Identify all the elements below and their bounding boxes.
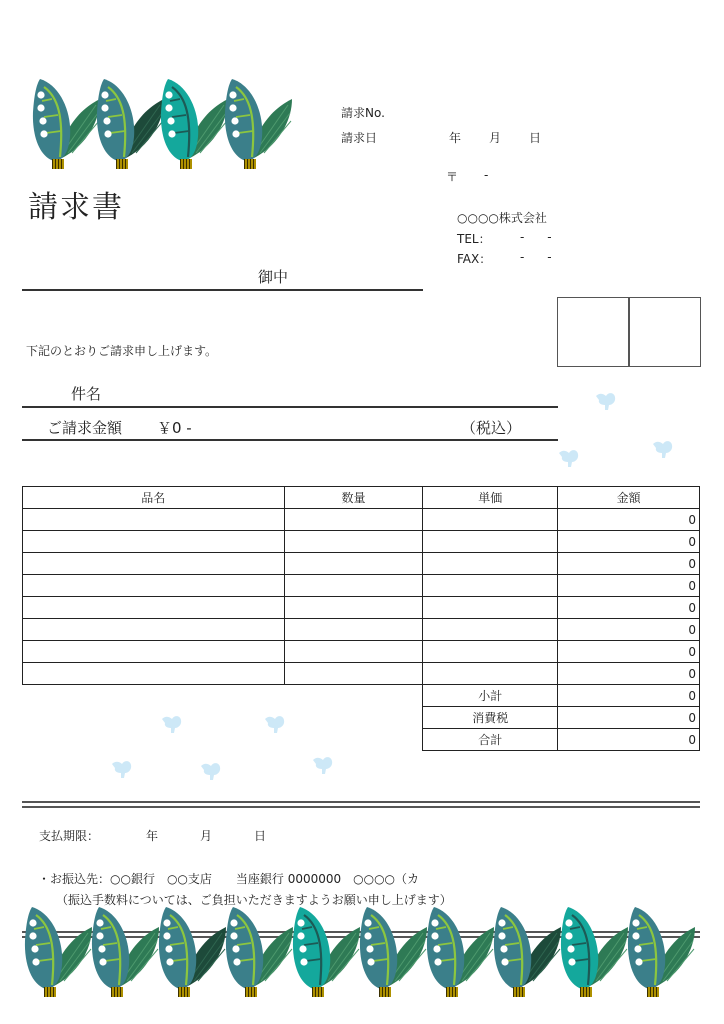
postal-mark: 〒: [446, 170, 459, 184]
blank-cell: [23, 729, 423, 751]
unit-price-cell[interactable]: [423, 663, 558, 685]
table-row: [23, 509, 700, 531]
item-name-cell[interactable]: [23, 575, 285, 597]
transfer-fee-note: （振込手数料については、ご負担いただきますようお願い申し上げます）: [56, 893, 452, 907]
tax-row: [23, 707, 700, 729]
table-row: [23, 553, 700, 575]
unit-price-cell[interactable]: [423, 575, 558, 597]
invoice-date-day: 日: [529, 131, 542, 145]
table-row: [23, 575, 700, 597]
amount-label: ご請求金額: [47, 419, 123, 437]
company-fax-label: FAX：: [457, 252, 492, 266]
unit-price-cell[interactable]: [423, 619, 558, 641]
subtotal-value: 0: [558, 685, 700, 707]
subtotal-row: [23, 685, 700, 707]
company-tel-label: TEL：: [457, 232, 491, 246]
item-name-cell[interactable]: [23, 663, 285, 685]
item-name-cell[interactable]: [23, 509, 285, 531]
amount-cell: 0: [558, 575, 700, 597]
amount-cell: 0: [558, 619, 700, 641]
blank-cell: [23, 707, 423, 729]
recipient-suffix: 御中: [258, 268, 289, 286]
quantity-cell[interactable]: [284, 641, 423, 663]
company-name: ○○○○株式会社: [457, 211, 547, 225]
item-name-cell[interactable]: [23, 641, 285, 663]
quantity-cell[interactable]: [284, 663, 423, 685]
total-label: 合計: [423, 729, 558, 751]
invoice-date-year: 年: [449, 131, 462, 145]
table-header-row: [23, 487, 700, 509]
amount-value: ￥0 -: [157, 419, 192, 437]
invoice-date-label: 請求日: [341, 131, 378, 145]
header-quantity: 数量: [284, 487, 423, 509]
unit-price-cell[interactable]: [423, 641, 558, 663]
tax-included-note: （税込）: [461, 419, 522, 437]
total-row: [23, 729, 700, 751]
blank-cell: [23, 685, 423, 707]
due-date-month: 月: [200, 829, 213, 843]
invoice-number-label: 請求No.: [341, 106, 385, 120]
item-name-cell[interactable]: [23, 553, 285, 575]
item-name-cell[interactable]: [23, 531, 285, 553]
lily-decoration-footer: [22, 905, 712, 1004]
document-title: 請求書: [28, 190, 124, 225]
table-row: [23, 641, 700, 663]
company-fax-value: - -: [520, 250, 552, 264]
subject-label: 件名: [71, 385, 102, 403]
invoice-date-month: 月: [489, 131, 502, 145]
items-table: [22, 486, 700, 751]
amount-cell: 0: [558, 641, 700, 663]
double-divider: [22, 801, 700, 808]
tax-label: 消費税: [423, 707, 558, 729]
quantity-cell[interactable]: [284, 531, 423, 553]
subtotal-label: 小計: [423, 685, 558, 707]
amount-cell: 0: [558, 553, 700, 575]
amount-cell: 0: [558, 597, 700, 619]
unit-price-cell[interactable]: [423, 553, 558, 575]
postal-separator: -: [484, 168, 489, 182]
total-value: 0: [558, 729, 700, 751]
due-date-label: 支払期限：: [39, 829, 100, 843]
table-row: [23, 619, 700, 641]
unit-price-cell[interactable]: [423, 531, 558, 553]
table-row: [23, 597, 700, 619]
item-name-cell[interactable]: [23, 619, 285, 641]
tax-value: 0: [558, 707, 700, 729]
quantity-cell[interactable]: [284, 597, 423, 619]
quantity-cell[interactable]: [284, 509, 423, 531]
amount-cell: 0: [558, 531, 700, 553]
company-tel-value: - -: [520, 230, 552, 244]
unit-price-cell[interactable]: [423, 509, 558, 531]
table-row: [23, 663, 700, 685]
quantity-cell[interactable]: [284, 553, 423, 575]
intro-text: 下記のとおりご請求申し上げます。: [26, 344, 218, 358]
quantity-cell[interactable]: [284, 619, 423, 641]
item-name-cell[interactable]: [23, 597, 285, 619]
table-row: [23, 531, 700, 553]
amount-cell: 0: [558, 509, 700, 531]
bank-transfer-info: ・お振込先：○○銀行 ○○支店 当座銀行 0000000 ○○○○（カ: [38, 872, 420, 886]
due-date-day: 日: [254, 829, 267, 843]
due-date-year: 年: [146, 829, 159, 843]
header-unit-price: 単価: [423, 487, 558, 509]
header-amount: 金額: [558, 487, 700, 509]
header-item-name: 品名: [23, 487, 285, 509]
quantity-cell[interactable]: [284, 575, 423, 597]
amount-cell: 0: [558, 663, 700, 685]
unit-price-cell[interactable]: [423, 597, 558, 619]
